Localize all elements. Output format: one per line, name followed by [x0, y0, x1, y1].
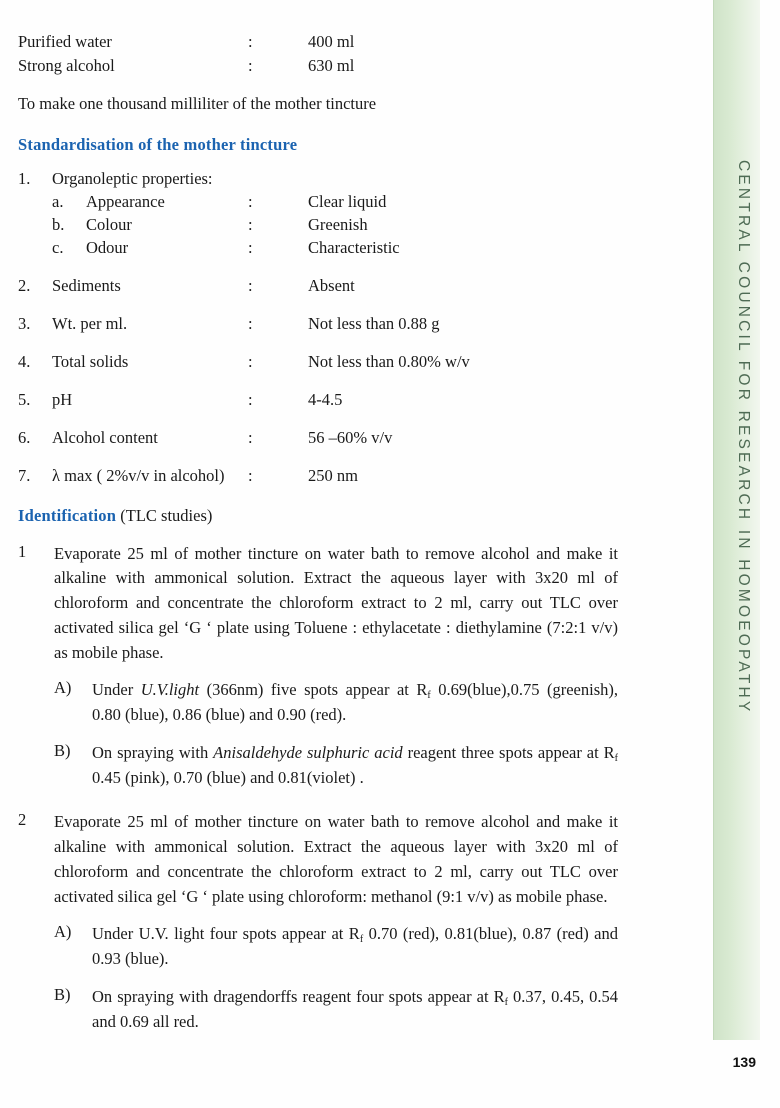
- list-item: [18, 276, 618, 296]
- list-item: [18, 314, 618, 334]
- list-item-value: 56 –60% v/v: [308, 427, 393, 447]
- tlc-block: [18, 810, 618, 909]
- list-item-label: Alcohol content: [52, 427, 158, 447]
- ingredient-value: 630 ml: [308, 55, 355, 75]
- tlc-subitem-text: On spraying with Anisaldehyde sulphuric acid reagent three spots appear at $R_f$ 0.45 (pink), 0.70 (blue) and 0.81(violet) .: [92, 742, 618, 787]
- colon-separator: :: [248, 32, 253, 51]
- list-subitem-value: Characteristic: [308, 237, 400, 257]
- list-subitem-index: b.: [52, 214, 65, 234]
- tlc-subitem-index: A): [54, 922, 72, 942]
- tlc-subitem: [18, 741, 618, 791]
- list-item-index: 6.: [18, 427, 31, 447]
- tlc-subitem-text: Under U.V. light four spots appear at $R_f$ 0.70 (red), 0.81(blue), 0.87 (red) and 0.93 (blue).: [92, 924, 618, 969]
- list-item: [18, 352, 618, 372]
- list-item-label: Wt. per ml.: [52, 313, 128, 333]
- document-content: [18, 30, 618, 1034]
- list-subitem-value: Clear liquid: [308, 191, 387, 211]
- tlc-subitem-index: B): [54, 740, 71, 760]
- list-item-index: 3.: [18, 313, 31, 333]
- tlc-block-text: Evaporate 25 ml of mother tincture on water bath to remove alcohol and make it alkaline with ammonical solution. Extract the aqueous layer with 3x20 ml of chloroform and concentrate the chloroform extract to 2 ml, carry out TLC over activated silica gel ‘G ‘ plate using chloroform: methanol (9:1 v/v) as mobile phase.: [54, 812, 618, 906]
- intro-paragraph: To make one thousand milliliter of the mother tincture: [18, 93, 377, 113]
- list-item-index: 4.: [18, 351, 31, 371]
- tlc-block-text: Evaporate 25 ml of mother tincture on water bath to remove alcohol and make it alkaline with ammonical solution. Extract the aqueous layer with 3x20 ml of chloroform and concentrate the chloroform extract to 2 ml, carry out TLC over activated silica gel ‘G ‘ plate using Toluene : ethylacetate : diethylamine (7:2:1 v/v) as mobile phase.: [54, 543, 618, 662]
- standardisation-list: [18, 169, 618, 486]
- tlc-subitem-index: A): [54, 678, 72, 698]
- ingredient-value: 400 ml: [308, 32, 355, 51]
- list-item-value: Absent: [308, 275, 355, 295]
- identification-blocks: [18, 542, 618, 1035]
- table-row: [18, 30, 618, 54]
- colon-separator: :: [248, 427, 253, 447]
- list-item-value: 4-4.5: [308, 389, 343, 409]
- tlc-subitem-text: On spraying with dragendorffs reagent four spots appear at $R_f$ 0.37, 0.45, 0.54 and 0.69 all red.: [92, 986, 618, 1031]
- identification-heading-row: [18, 506, 618, 526]
- colon-separator: :: [248, 389, 253, 409]
- tlc-block-index: 1: [18, 541, 27, 561]
- tlc-subitem: [18, 678, 618, 728]
- list-item-index: 2.: [18, 275, 31, 295]
- list-item-label: Total solids: [52, 351, 129, 371]
- colon-separator: :: [248, 214, 253, 234]
- list-subitem-label: Appearance: [86, 191, 165, 211]
- list-item-label: Sediments: [52, 275, 121, 295]
- colon-separator: :: [248, 275, 253, 295]
- list-subitem-label: Colour: [86, 214, 132, 234]
- list-subitem: [18, 215, 618, 235]
- list-subitem: [18, 238, 618, 258]
- list-item-value: 250 nm: [308, 465, 358, 485]
- list-item-index: 7.: [18, 465, 31, 485]
- list-subitem-index: a.: [52, 191, 64, 211]
- list-subitem-value: Greenish: [308, 214, 368, 234]
- colon-separator: :: [248, 237, 253, 257]
- list-item: [18, 466, 618, 486]
- list-item-label: Organoleptic properties:: [52, 168, 213, 188]
- table-row: [18, 54, 618, 78]
- list-subitem: [18, 192, 618, 212]
- list-item: [18, 390, 618, 410]
- tlc-subitem-text: Under U.V.light (366nm) five spots appear at $R_f$ 0.69(blue),0.75 (greenish), 0.80 (blue), 0.86 (blue) and 0.90 (red).: [92, 680, 618, 725]
- tlc-block: [18, 542, 618, 666]
- list-item: [18, 428, 618, 448]
- identification-heading: Identification: [18, 505, 117, 525]
- list-item: [18, 169, 618, 189]
- tlc-subitem-index: B): [54, 984, 71, 1004]
- list-item-value: Not less than 0.80% w/v: [308, 351, 470, 371]
- list-item-label: λ max ( 2%v/v in alcohol): [52, 465, 225, 485]
- tlc-subitem: [18, 922, 618, 972]
- standardisation-heading: Standardisation of the mother tincture: [18, 134, 298, 154]
- list-subitem-index: c.: [52, 237, 64, 257]
- tlc-subitem: [18, 985, 618, 1035]
- ingredient-label: Purified water: [18, 32, 112, 51]
- list-item-index: 5.: [18, 389, 31, 409]
- list-item-label: pH: [52, 389, 73, 409]
- list-item-value: Not less than 0.88 g: [308, 313, 440, 333]
- ingredient-label: Strong alcohol: [18, 55, 115, 75]
- colon-separator: :: [248, 465, 253, 485]
- side-band-title: CENTRAL COUNCIL FOR RESEARCH IN HOMOEOPATHY: [735, 160, 752, 715]
- colon-separator: :: [248, 351, 253, 371]
- list-item-index: 1.: [18, 168, 31, 188]
- colon-separator: :: [248, 191, 253, 211]
- identification-subtitle: (TLC studies): [116, 505, 213, 525]
- page-number: 139: [732, 1054, 756, 1070]
- ingredient-table: [18, 30, 618, 78]
- colon-separator: :: [248, 313, 253, 333]
- colon-separator: :: [248, 55, 253, 75]
- tlc-block-index: 2: [18, 810, 27, 830]
- list-subitem-label: Odour: [86, 237, 129, 257]
